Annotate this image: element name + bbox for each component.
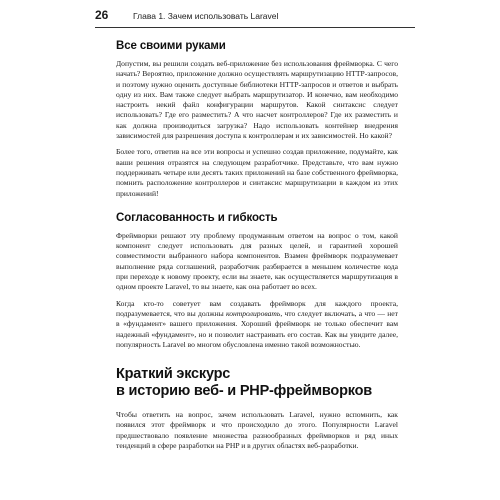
paragraph: [116, 299, 398, 350]
heading-line: Краткий экскурс: [116, 366, 231, 383]
section-heading-consistency: Согласованность и гибкость: [116, 211, 278, 224]
page-number: 26: [95, 8, 109, 22]
major-heading-history: [116, 366, 398, 400]
paragraph: Более того, ответив на все эти вопросы и успешно создав приложение, подумайте, как ваши решения отразятся на следующем разработчике. Представьте, что вам нужно поддерживать четыре или десять таких приложений на базе собственного фреймворка, помнить расположение контроллеров и синтаксис маршрутизации в каждом из этих приложений!: [116, 147, 398, 198]
page-body: [116, 40, 398, 457]
paragraph: Фреймворки решают эту проблему продуманным ответом на вопрос о том, какой компонент следует использовать для разных целей, и гарантией хорошей совместимости выбранного набора компонентов. Взамен фреймворк подразумевает выполнение ряда соглашений, разработчик разбирается в меньшем количестве кода при переходе к новому проекту, если вы знаете, как осуществляется маршрутизация в одном проекте Laravel, то вы знаете, как она работает во всех.: [116, 230, 398, 292]
emphasis-text: контролировать: [225, 308, 281, 318]
running-header: [95, 8, 415, 26]
paragraph: Допустим, вы решили создать веб-приложение без использования фреймворка. С чего начать? Вероятно, приложение должно осуществлять маршрутизацию HTTP-запросов, и поэтому нужно оценить доступные библиотеки HTTP-запросов и ответов и выбрать одну из них. Вам также следует выбрать маршрутизатор. И конечно, вам необходимо настроить некий файл конфигурации маршрутов. Какой синтаксис следует использовать? Где его разместить? А что насчет контроллеров? Где их разместить и как должна производиться загрузка? Надо использовать контейнер внедрения зависимостей для разрешения доступа к контроллерам и их зависимостей. Но какой?: [116, 59, 398, 141]
paragraph-text: Когда кто-то советует вам создавать фреймворк для каждого проекта, подразумевается, что вы должны: [116, 298, 398, 318]
paragraph-text: , что следует включать, а что — нет в «фундамент» вашего приложения. Хороший фреймворк не только обеспечит вам надежный «фундамент», но и позволит настраивать его состав. Как вы увидите далее, популярность Laravel во многом обусловлена именно такой возможностью.: [116, 308, 398, 349]
chapter-title: Глава 1. Зачем использовать Laravel: [133, 11, 279, 21]
section-heading-do-it-yourself: Все своими руками: [116, 40, 226, 52]
paragraph: Чтобы ответить на вопрос, зачем использовать Laravel, нужно вспомнить, как появился этот фреймворк и что происходило до этого. Популярности Laravel предшествовало появление множества разнообразных фреймворков и ряд иных тенденций в сфере разработки на PHP и в других областях веб-разработки.: [116, 410, 398, 451]
heading-line: в историю веб- и PHP-фреймворков: [116, 383, 372, 400]
header-rule: [95, 27, 415, 28]
